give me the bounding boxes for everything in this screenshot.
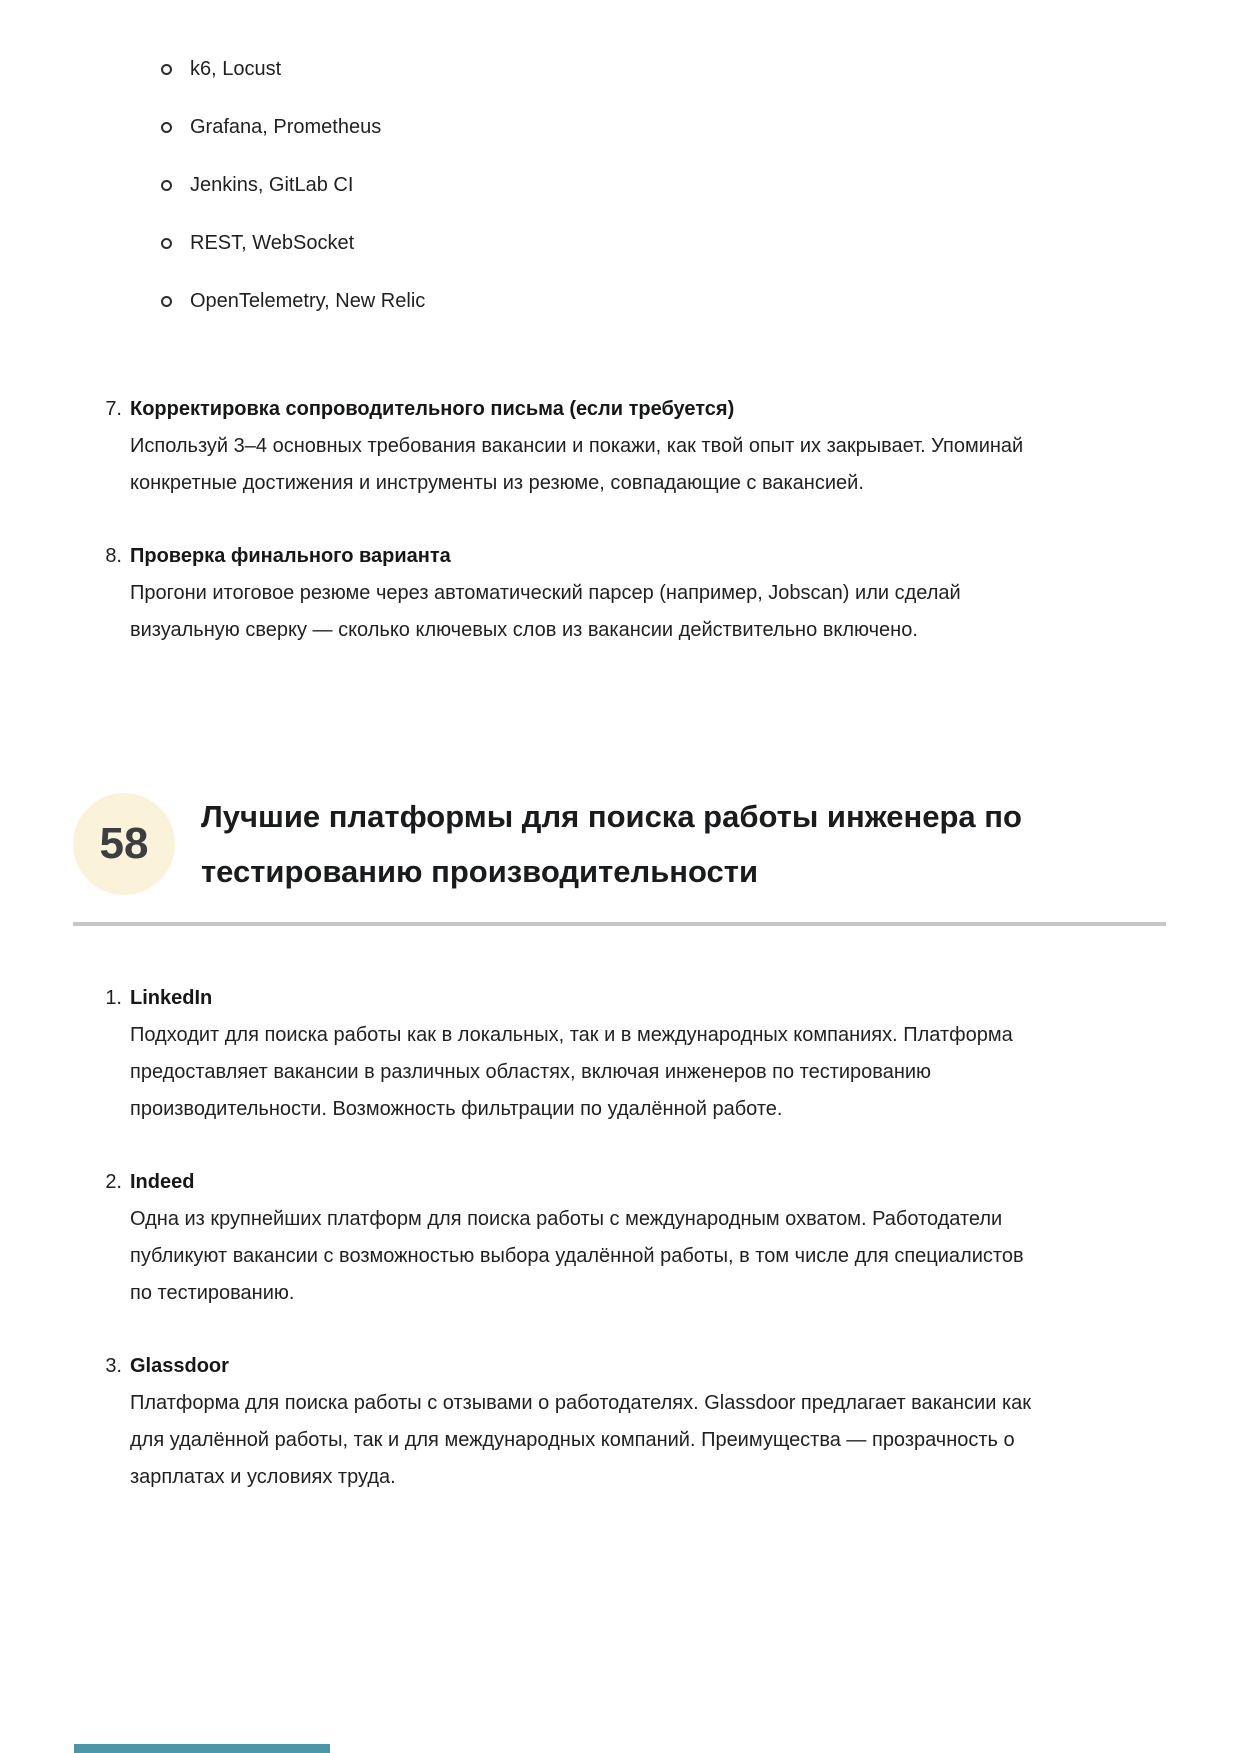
hollow-circle-bullet-icon xyxy=(161,180,172,191)
bullet-item-label: Jenkins, GitLab CI xyxy=(190,174,354,196)
list-item xyxy=(160,172,1166,199)
numbered-item-8 xyxy=(73,538,1166,649)
bullet-item-label: OpenTelemetry, New Relic xyxy=(190,290,426,312)
bullet-item-label: REST, WebSocket xyxy=(190,232,355,254)
section-number-badge: 58 xyxy=(73,793,175,895)
item-title: Glassdoor xyxy=(130,1355,229,1377)
item-title: Корректировка сопроводительного письма (если требуется) xyxy=(130,398,735,420)
section-divider xyxy=(73,922,1166,926)
list-item xyxy=(160,230,1166,257)
cutoff-next-element-bar xyxy=(74,1744,330,1753)
item-number: 1. xyxy=(105,987,122,1009)
hollow-circle-bullet-icon xyxy=(161,122,172,133)
item-title: Indeed xyxy=(130,1171,195,1193)
numbered-item-2 xyxy=(73,1164,1166,1312)
list-item xyxy=(160,288,1166,315)
list-item xyxy=(160,56,1166,83)
item-number: 8. xyxy=(105,545,122,567)
hollow-circle-bullet-icon xyxy=(161,238,172,249)
section-title: Лучшие платформы для поиска работы инженера по тестированию производительности xyxy=(201,799,1022,889)
item-title: Проверка финального варианта xyxy=(130,545,451,567)
numbered-item-3 xyxy=(73,1348,1166,1496)
list-item xyxy=(160,114,1166,141)
item-body: Прогони итоговое резюме через автоматический парсер (например, Jobscan) или сделай визуальную сверку — сколько ключевых слов из вакансии действительно включено. xyxy=(130,582,961,641)
hollow-circle-bullet-icon xyxy=(161,64,172,75)
item-number: 2. xyxy=(105,1171,122,1193)
item-number: 7. xyxy=(105,398,122,420)
item-body: Используй 3–4 основных требования вакансии и покажи, как твой опыт их закрывает. Упоминай конкретные достижения и инструменты из резюме, совпадающие с вакансией. xyxy=(130,435,1024,494)
hollow-circle-bullet-icon xyxy=(161,296,172,307)
numbered-item-1 xyxy=(73,980,1166,1128)
numbered-steps-list xyxy=(73,391,1166,649)
item-body: Подходит для поиска работы как в локальных, так и в международных компаниях. Платформа предоставляет вакансии в различных областях, включая инженеров по тестированию производительности. Возможность фильтрации по удалённой работе. xyxy=(130,1024,1013,1120)
platforms-numbered-list xyxy=(73,980,1166,1496)
bullet-item-label: k6, Locust xyxy=(190,58,282,80)
item-body: Платформа для поиска работы с отзывами о работодателях. Glassdoor предлагает вакансии как для удалённой работы, так и для международных компаний. Преимущества — прозрачность о зарплатах и условиях труда. xyxy=(130,1392,1032,1488)
item-body: Одна из крупнейших платформ для поиска работы с международным охватом. Работодатели публикуют вакансии с возможностью выбора удалённой работы, в том числе для специалистов по тестированию. xyxy=(130,1208,1024,1304)
tools-bullet-list xyxy=(160,56,1166,315)
item-number: 3. xyxy=(105,1355,122,1377)
bullet-item-label: Grafana, Prometheus xyxy=(190,116,382,138)
section-header-58 xyxy=(73,789,1166,899)
item-title: LinkedIn xyxy=(130,987,213,1009)
numbered-item-7 xyxy=(73,391,1166,502)
